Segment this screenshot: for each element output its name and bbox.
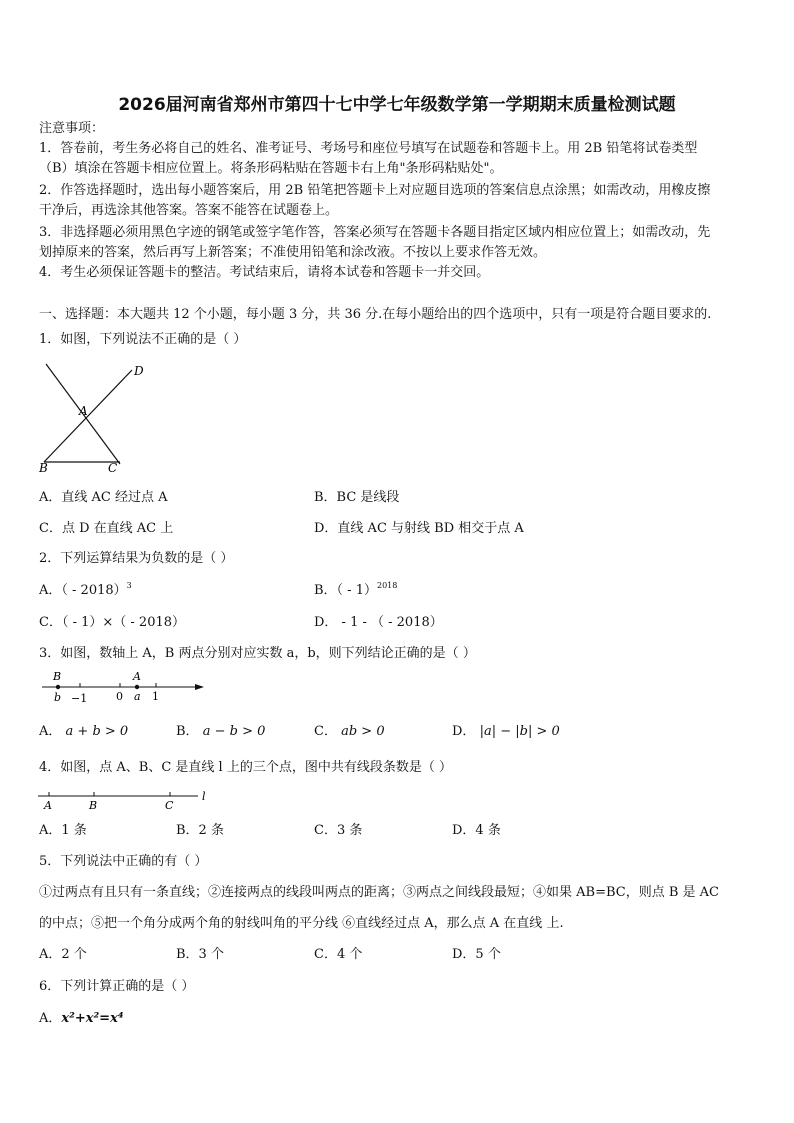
- q3-option-b: B． a − b > 0: [176, 724, 266, 739]
- q6-option-a: A．x²+x²=x⁴: [39, 1011, 124, 1026]
- label-a: A: [44, 799, 52, 812]
- exponent: 2018: [376, 581, 398, 590]
- tick-minus-1: −1: [71, 692, 88, 705]
- q3-option-a: A． a + b > 0: [39, 724, 129, 739]
- q1-option-d: D．直线 AC 与射线 BD 相交于点 A: [314, 521, 524, 536]
- ray-bd: [44, 370, 132, 462]
- q5-option-c: C．4 个: [314, 947, 363, 962]
- q4-line-figure: [36, 785, 216, 813]
- notice-line: 1．答卷前，考生务必将自己的姓名、准考证号、考场号和座位号填写在试题卷和答题卡上。用 2B 铅笔将试卷类型: [39, 141, 698, 156]
- q2-option-d: D． - 1 - （ - 2018）: [314, 615, 443, 630]
- notice-line: 划掉原来的答案，然后再写上新答案；不准使用铅笔和涂改液。不按以上要求作答无效。: [39, 245, 547, 260]
- arrow-head: [195, 684, 204, 690]
- notice-line: （B）填涂在答题卡相应位置上。将条形码粘贴在答题卡右上角"条形码粘贴处"。: [39, 161, 503, 176]
- question-6-stem: 6．下列计算正确的是（ ）: [39, 979, 195, 994]
- question-5-stem: 5．下列说法中正确的有（ ）: [39, 854, 208, 869]
- notice-line: 3．非选择题必须用黑色字迹的钢笔或签字笔作答，答案必须写在答题卡各题目指定区域内相应位置上；如需改动，先: [39, 225, 711, 240]
- q5-statements-line: ①过两点有且只有一条直线；②连接两点的线段叫两点的距离；③两点之间线段最短；④如果 AB=BC，则点 B 是 AC: [39, 885, 719, 900]
- q3-number-line: [38, 668, 208, 706]
- label-a: A: [79, 404, 88, 418]
- label-c: C: [165, 799, 174, 812]
- notice-line: 2．作答选择题时，选出每小题答案后，用 2B 铅笔把答题卡上对应题目选项的答案信息点涂黑；如需改动，用橡皮擦: [39, 183, 711, 198]
- label-a: A: [133, 670, 141, 683]
- q5-option-a: A．2 个: [39, 947, 87, 962]
- exam-title: 2026届河南省郑州市第四十七中学七年级数学第一学期期末质量检测试题: [118, 95, 676, 115]
- q2-option-b: B．（ - 1）$^{2018}$: [314, 581, 398, 598]
- label-b-value: b: [54, 691, 62, 704]
- q5-option-b: B．3 个: [176, 947, 224, 962]
- notice-line: 干净后，再选涂其他答案。答案不能答在试题卷上。: [39, 203, 339, 218]
- q3-option-d: D． |a| − |b| > 0: [452, 724, 560, 739]
- tick-1: 1: [152, 690, 159, 703]
- q2-option-c: C．（ - 1）×（ - 2018）: [39, 615, 186, 630]
- label-b: B: [53, 670, 62, 683]
- question-3-stem: 3．如图，数轴上 A，B 两点分别对应实数 a，b，则下列结论正确的是（ ）: [39, 646, 476, 661]
- tick-0: 0: [116, 690, 123, 703]
- q2-option-a: A．（ - 2018）$^3$: [39, 581, 132, 598]
- notice-line: 4．考生必须保证答题卡的整洁。考试结束后，请将本试卷和答题卡一并交回。: [39, 265, 490, 280]
- label-b: B: [39, 461, 48, 475]
- label-c: C: [108, 461, 118, 475]
- question-2-stem: 2．下列运算结果为负数的是（ ）: [39, 551, 234, 566]
- q3-option-c: C． ab > 0: [314, 724, 385, 739]
- q4-option-b: B．2 条: [176, 823, 224, 838]
- q4-option-a: A．1 条: [39, 823, 87, 838]
- exponent: 3: [126, 581, 132, 590]
- label-l: l: [202, 790, 206, 803]
- q5-statements-line: 的中点；⑤把一个角分成两个角的射线叫角的平分线 ⑥直线经过点 A，那么点 A 在直线 上.: [39, 916, 564, 931]
- q1-option-c: C．点 D 在直线 AC 上: [39, 521, 174, 536]
- q1-option-a: A．直线 AC 经过点 A: [39, 490, 168, 505]
- label-d: D: [134, 364, 144, 378]
- point-a: [135, 685, 139, 689]
- label-a-value: a: [134, 690, 141, 703]
- section-heading: 一、选择题：本大题共 12 个小题，每小题 3 分，共 36 分.在每小题给出的四个选项中，只有一项是符合题目要求的.: [39, 307, 712, 322]
- q5-option-d: D．5 个: [452, 947, 501, 962]
- q1-option-b: B．BC 是线段: [314, 490, 400, 505]
- notice-heading: 注意事项：: [39, 121, 105, 136]
- q1-figure: [36, 362, 156, 476]
- q4-option-c: C．3 条: [314, 823, 363, 838]
- q4-option-d: D．4 条: [452, 823, 501, 838]
- label-b: B: [89, 799, 98, 812]
- question-1-stem: 1．如图，下列说法不正确的是（ ）: [39, 332, 247, 347]
- point-b: [56, 685, 60, 689]
- question-4-stem: 4．如图，点 A、B、C 是直线 l 上的三个点，图中共有线段条数是（ ）: [39, 760, 452, 775]
